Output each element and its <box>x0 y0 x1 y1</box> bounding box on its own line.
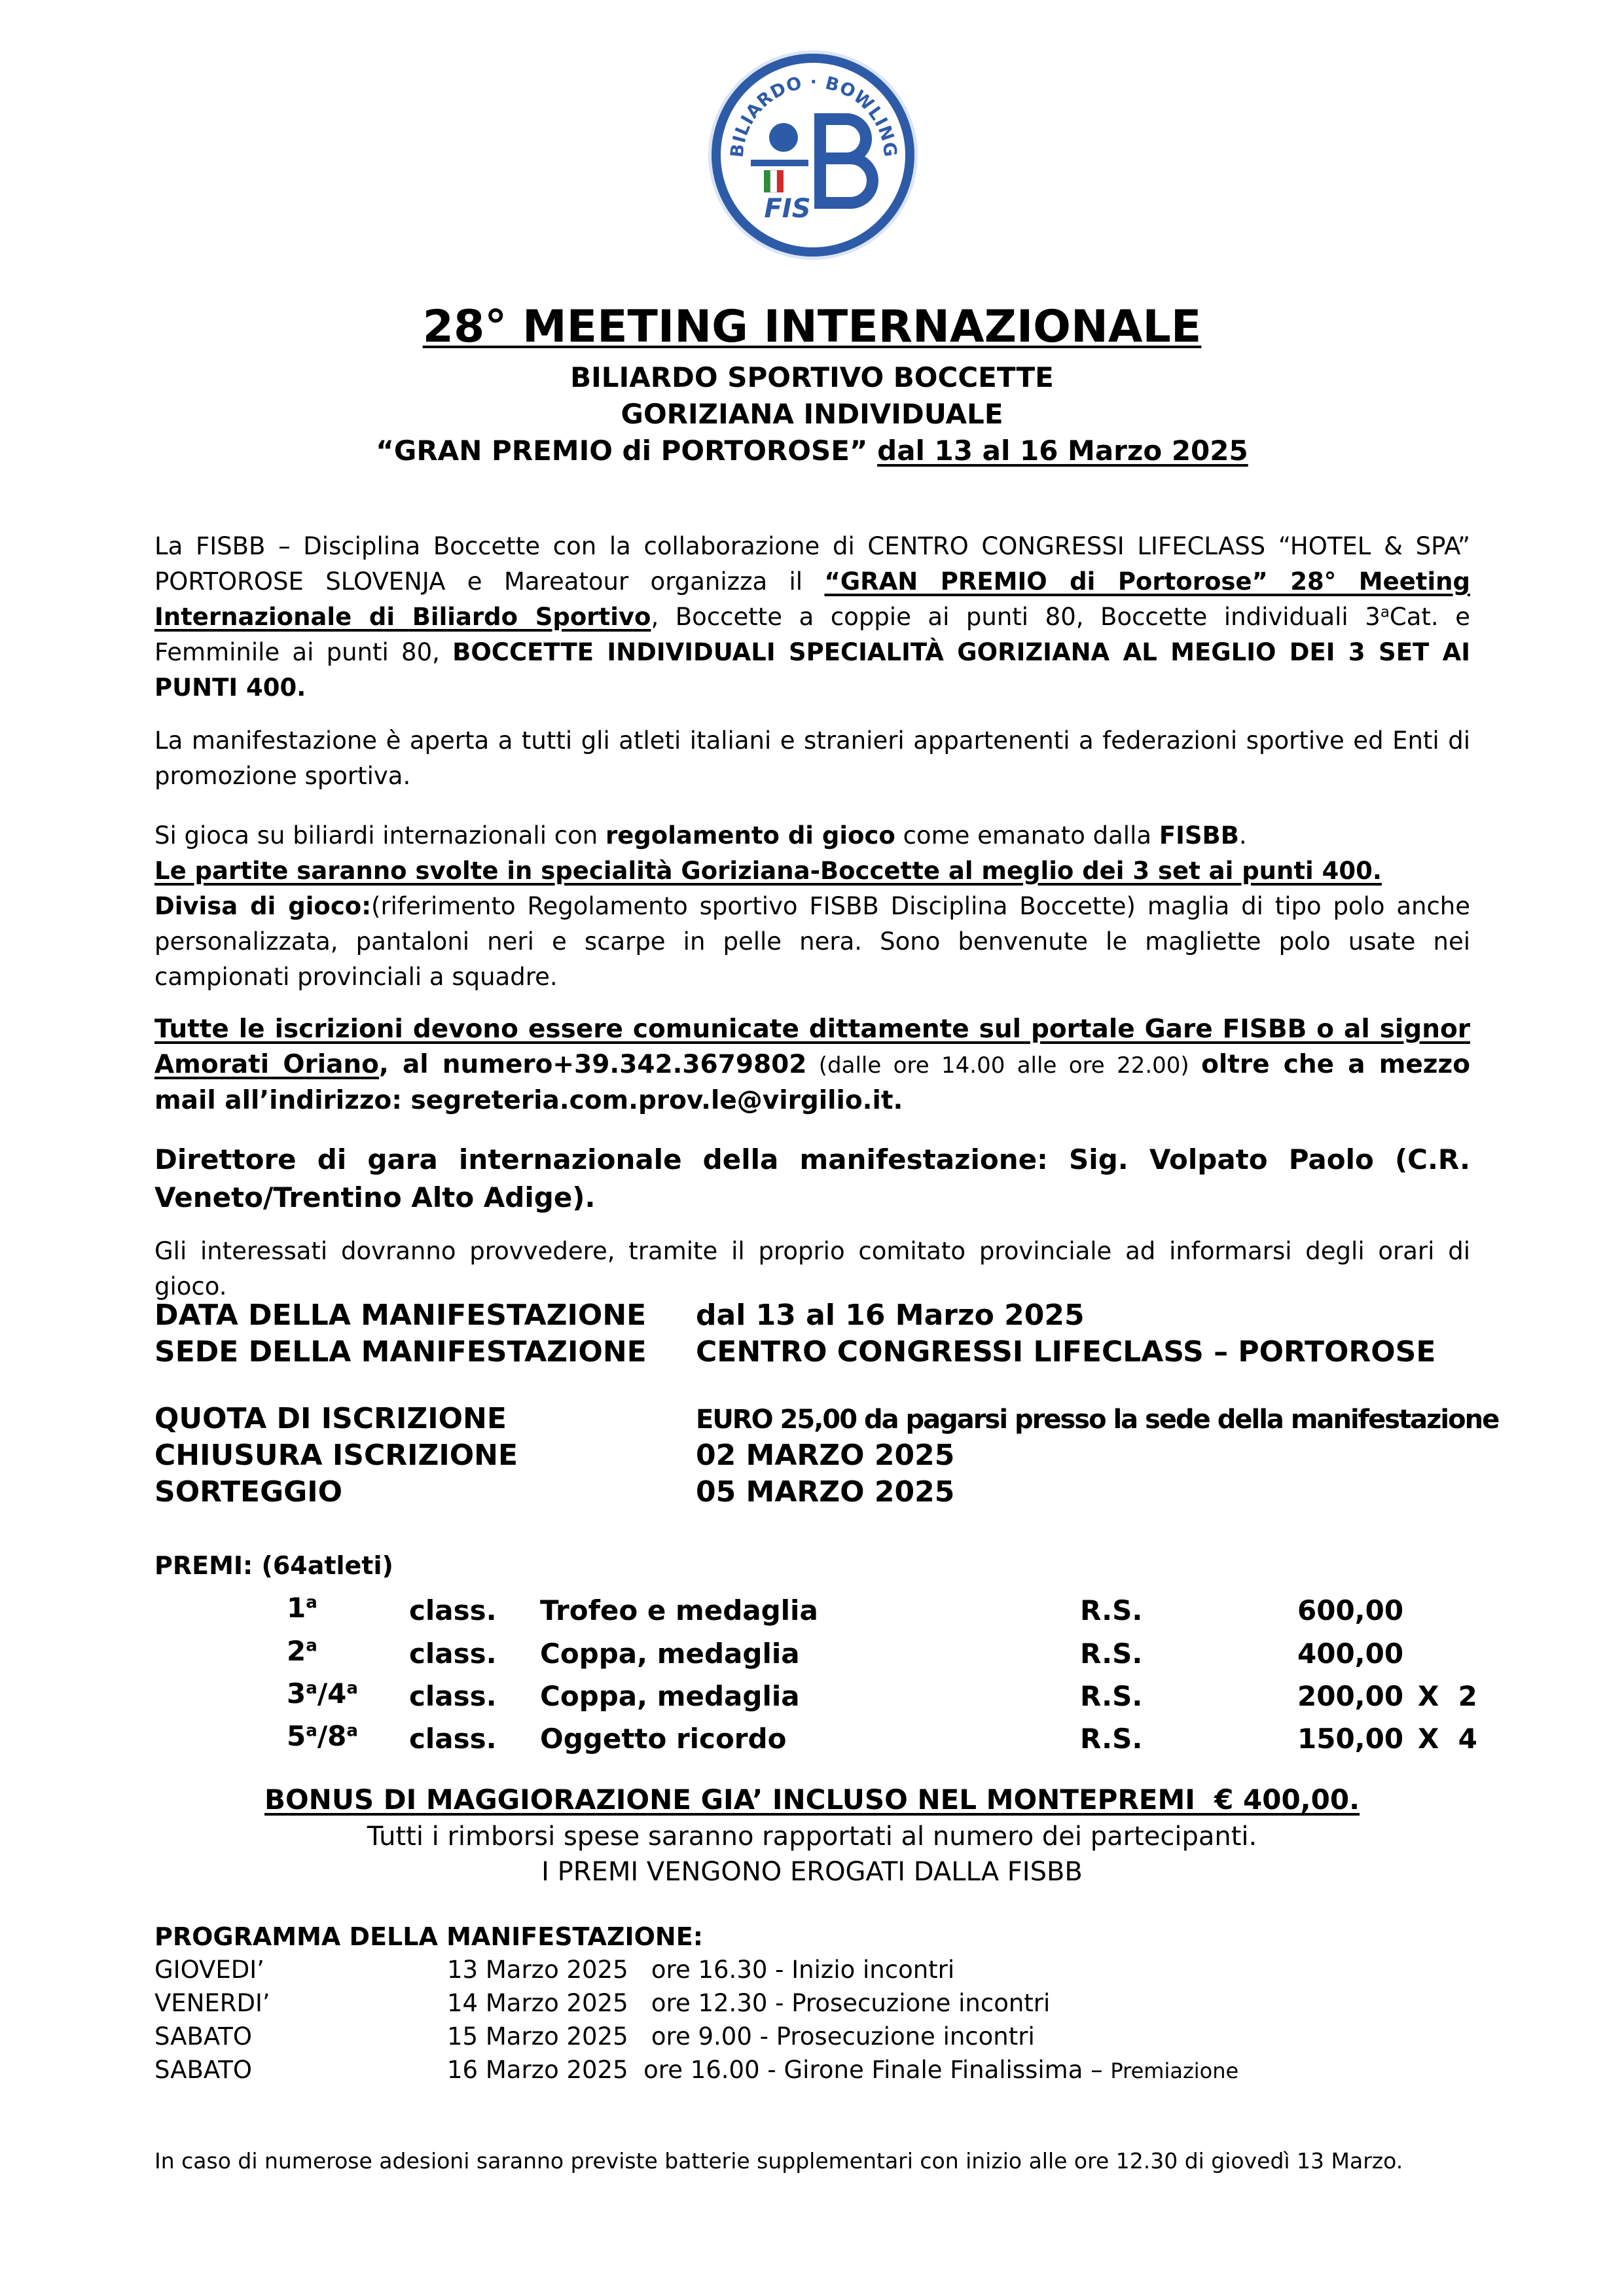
prize-position: 3$^a$/4$^a$ <box>287 1677 358 1710</box>
prize-multiplier: X 2 <box>1418 1680 1477 1712</box>
info-value-sorteggio: 05 MARZO 2025 <box>696 1475 955 1509</box>
prize-description: Oggetto ricordo <box>540 1723 787 1755</box>
programma-day: SABATO <box>154 2056 253 2084</box>
intro-specialty: BOCCETTE INDIVIDUALI SPECIALITÀ GORIZIANA AL MEGLIO DEI 3 SET AI PUNTI 400. <box>154 638 1470 702</box>
footer-note: In caso di numerose adesioni saranno previste batterie supplementari con inizio alle ore 12.30 di giovedì 13 Marzo. <box>154 2148 1403 2174</box>
intro-text-3: Cat. e Femminile ai punti 80, <box>154 603 1470 666</box>
rules-regolamento: regolamento di gioco <box>605 821 895 850</box>
prize-amount: 150,00 <box>1297 1723 1404 1755</box>
rules-fisbb: FISBB <box>1159 821 1239 850</box>
info-value-chiusura: 02 MARZO 2025 <box>696 1439 955 1472</box>
programma-detail: 16 Marzo 2025 ore 16.00 - Girone Finale Finalissima – Premiazione <box>447 2056 1239 2084</box>
prize-amount: 200,00 <box>1297 1680 1404 1712</box>
erogati-line: I PREMI VENGONO EROGATI DALLA FISBB <box>541 1857 1083 1887</box>
info-value-sede: CENTRO CONGRESSI LIFECLASS – PORTOROSE <box>696 1335 1436 1369</box>
prize-position: 5$^a$/8$^a$ <box>287 1720 358 1752</box>
openness-paragraph: La manifestazione è aperta a tutti gli atleti italiani e stranieri appartenenti a federazioni sportive ed Enti di promozione sportiva. <box>154 726 1470 790</box>
prize-rs: R.S. <box>1080 1638 1143 1670</box>
rules-goriziana-line: Le partite saranno svolte in specialità Goriziana-Boccette al meglio dei 3 set ai punti 400. <box>154 857 1382 885</box>
prize-class: class. <box>409 1594 497 1626</box>
iscrizioni-paragraph <box>154 1012 1470 1119</box>
programma-title: PROGRAMMA DELLA MANIFESTAZIONE: <box>154 1922 703 1951</box>
prize-class: class. <box>409 1723 497 1755</box>
rules-text-a: Si gioca su biliardi internazionali con <box>154 821 605 850</box>
info-label-chiusura: CHIUSURA ISCRIZIONE <box>154 1439 518 1472</box>
iscrizioni-phone: , al numero+39.342.3679802 <box>378 1050 807 1079</box>
page-title: 28° MEETING INTERNAZIONALE <box>422 301 1202 353</box>
programma-day: GIOVEDI’ <box>154 1956 264 1984</box>
programma-day: VENERDI’ <box>154 1989 270 2017</box>
prize-class: class. <box>409 1638 497 1670</box>
prize-amount: 600,00 <box>1297 1594 1404 1626</box>
info-label-sede: SEDE DELLA MANIFESTAZIONE <box>154 1335 647 1369</box>
prize-rs: R.S. <box>1080 1594 1143 1626</box>
logo-letters: FIS <box>764 194 811 224</box>
programma-detail: 13 Marzo 2025 ore 16.30 - Inizio incontri <box>447 1956 955 1984</box>
direttore-paragraph: Direttore di gara internazionale della manifestazione: Sig. Volpato Paolo (C.R. Veneto/Trentino Alto Adige). <box>154 1143 1470 1213</box>
prize-description: Coppa, medaglia <box>540 1680 800 1712</box>
rimborsi-line: Tutti i rimborsi spese saranno rapportati al numero dei partecipanti. <box>367 1821 1257 1852</box>
info-value-quota: EURO 25,00 da pagarsi presso la sede della manifestazione <box>696 1405 1499 1435</box>
prize-position: 1$^a$ <box>287 1592 317 1624</box>
rules-paragraph <box>154 818 1470 995</box>
programma-detail: 14 Marzo 2025 ore 12.30 - Prosecuzione incontri <box>447 1989 1051 2017</box>
fisbb-logo-graphic <box>704 46 923 265</box>
divisa-label: Divisa di gioco: <box>154 892 372 920</box>
info-label-quota: QUOTA DI ISCRIZIONE <box>154 1402 507 1435</box>
prize-description: Trofeo e medaglia <box>540 1594 818 1626</box>
subtitle-line-3 <box>0 435 1624 467</box>
intro-event-name: “GRAN PREMIO di Portorose” 28° Meeting Internazionale di Biliardo Sportivo <box>154 567 1470 631</box>
prize-description: Coppa, medaglia <box>540 1638 800 1670</box>
subtitle-line-1: BILIARDO SPORTIVO BOCCETTE <box>570 361 1054 393</box>
bonus-line: BONUS DI MAGGIORAZIONE GIA’ INCLUSO NEL MONTEPREMI € 400,00. <box>264 1784 1360 1816</box>
programma-detail: 15 Marzo 2025 ore 9.00 - Prosecuzione incontri <box>447 2022 1035 2051</box>
divisa-text: (riferimento Regolamento sportivo FISBB Disciplina Boccette) maglia di tipo polo anche personalizzata, pantaloni neri e scarpe in pelle nera. Sono benvenute le magliette polo usate nei campionati provinciali a squadre. <box>154 892 1471 991</box>
intro-text-2: , Boccette a coppie ai punti 80, Boccette individuali 3 <box>651 603 1380 631</box>
prize-position: 2$^a$ <box>287 1635 317 1667</box>
interessati-paragraph: Gli interessati dovranno provvedere, tramite il proprio comitato provinciale ad informarsi degli orari di gioco. <box>154 1237 1470 1300</box>
event-dates: dal 13 al 16 Marzo 2025 <box>877 435 1248 467</box>
programma-day: SABATO <box>154 2022 253 2051</box>
iscrizioni-mail: oltre che a mezzo mail all’indirizzo: segreteria.com.prov.le@virgilio.it. <box>154 1050 1470 1115</box>
fisbb-logo <box>704 46 923 265</box>
rules-text-e: . <box>1238 821 1247 850</box>
gran-premio-title: “GRAN PREMIO di PORTOROSE” <box>376 435 868 467</box>
prize-rs: R.S. <box>1080 1680 1143 1712</box>
intro-sup: a <box>1380 603 1390 621</box>
premi-title: PREMI: (64atleti) <box>154 1551 393 1580</box>
intro-paragraph <box>154 529 1470 706</box>
premiazione-label: Premiazione <box>1110 2058 1239 2083</box>
info-label-data: DATA DELLA MANIFESTAZIONE <box>154 1299 647 1332</box>
logo-arc-text: BILIARDO · BOWLING <box>727 71 901 159</box>
prize-multiplier: X 4 <box>1418 1723 1477 1755</box>
prize-rs: R.S. <box>1080 1723 1143 1755</box>
prize-amount: 400,00 <box>1297 1638 1404 1670</box>
iscrizioni-text-a: Tutte le iscrizioni devono essere comunicate dittamente sul portale Gare FISBB o al signor Amorati Oriano <box>154 1014 1470 1079</box>
subtitle-line-2: GORIZIANA INDIVIDUALE <box>621 398 1003 430</box>
intro-text-1: La FISBB – Disciplina Boccette con la collaborazione di CENTRO CONGRESSI LIFECLASS “HOTEL & SPA” PORTOROSE SLOVENJA e Mareatour organizza il <box>154 532 1470 596</box>
iscrizioni-hours: (dalle ore 14.00 alle ore 22.00) <box>806 1052 1202 1079</box>
info-label-sorteggio: SORTEGGIO <box>154 1475 343 1509</box>
rules-text-c: come emanato dalla <box>895 821 1159 850</box>
prize-class: class. <box>409 1680 497 1712</box>
info-value-data: dal 13 al 16 Marzo 2025 <box>696 1299 1085 1332</box>
